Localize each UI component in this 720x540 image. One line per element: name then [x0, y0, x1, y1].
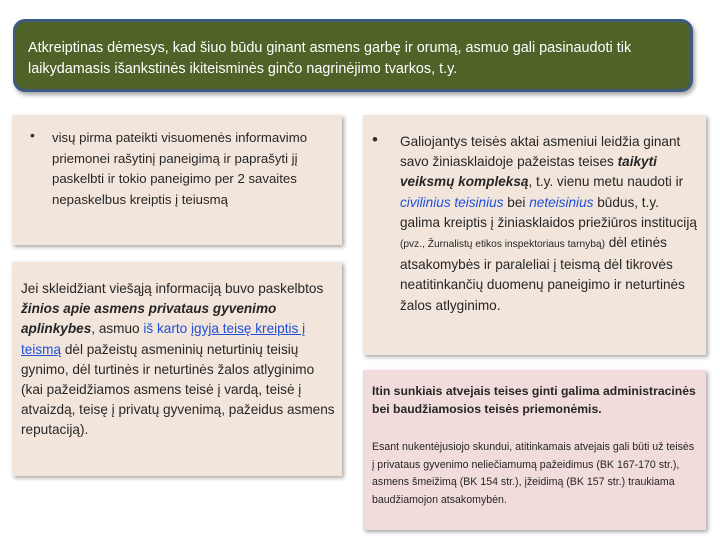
complex-actions-text	[400, 132, 700, 316]
emphasis-text: žinios apie asmens privataus gyvenimo aplinkybes	[21, 301, 277, 337]
header-banner	[13, 19, 693, 92]
severe-cases-heading: Itin sunkiais atvejais teises ginti galima administracinės bei baudžiamosios teisės priemonėmis.	[372, 384, 696, 416]
header-text: Atkreiptinas dėmesys, kad šiuo būdu ginant asmens garbę ir orumą, asmuo gali pasinaudoti tik laikydamasis išankstinės ikiteisminės ginčo nagrinėjimo tvarkos, t.y.	[28, 40, 632, 77]
highlight-non-legal: neteisinius	[529, 194, 594, 210]
text-segment: dėl pažeistų asmeninių neturtinių teisių gynimo, dėl turtinės ir neturtinės žalos atlyginimo (kai pažeidžiamos asmens teisė į vardą, teisė į atvaizdą, teisę į privatų gyvenimą, pažeidus asmens reputaciją).	[21, 341, 335, 438]
highlight-civil-legal: civilinius teisinius	[400, 194, 504, 210]
severe-cases-box	[363, 370, 706, 530]
text-segment: , t.y. vienu metu naudoti ir	[528, 174, 684, 190]
bullet-dot: •	[30, 127, 35, 143]
text-segment: , asmuo	[91, 321, 144, 337]
rebuttal-text: visų pirma pateikti visuomenės informavimo priemonei rašytinį paneigimą ir paprašyti jį paskelbti ir tokio paneigimo per 2 savaites nepaskelbus kreiptis į teiusmą	[52, 130, 308, 207]
highlight-immediately: iš karto	[143, 321, 188, 337]
private-life-box	[12, 262, 342, 476]
bullet-box-complex-actions	[363, 115, 706, 355]
text-segment: bei	[503, 194, 530, 210]
example-note: (pvz., Žurnalistų etikos inspektoriaus tarnybą)	[400, 239, 605, 251]
text-segment: Jei skleidžiant viešąją informaciją buvo paskelbtos	[21, 281, 324, 296]
bullet-dot: •	[372, 130, 378, 149]
private-life-text	[21, 279, 336, 441]
text-segment: dėl etinės atsakomybės ir paraleliai į teismą dėl tikrovės neatitinkančių duomenų paneigimo ir neturtinės žalos atlyginimo.	[400, 235, 685, 313]
emphasis-text: taikyti veiksmų kompleksą	[400, 154, 657, 190]
text-segment: būdus, t.y. galima kreiptis į žiniasklaidos priežiūros instituciją	[400, 194, 697, 230]
highlight-right-to-court: įgyja teisę kreiptis į teismą	[21, 321, 306, 357]
severe-cases-body: Esant nukentėjusiojo skundui, atitinkamais atvejais gali būti už teisės į privataus gyvenimo neliečiamumą pažeidimus (BK 167-170 str.), asmens šmeižimą (BK 154 str.), įžeidimą (BK 157 str.) traukiama baudžiamojon atsakomybėn.	[372, 441, 695, 506]
text-segment: Galiojantys teisės aktai asmeniui leidžia ginant savo žiniasklaidoje pažeistas teises	[400, 134, 681, 170]
bullet-box-rebuttal	[12, 115, 342, 245]
